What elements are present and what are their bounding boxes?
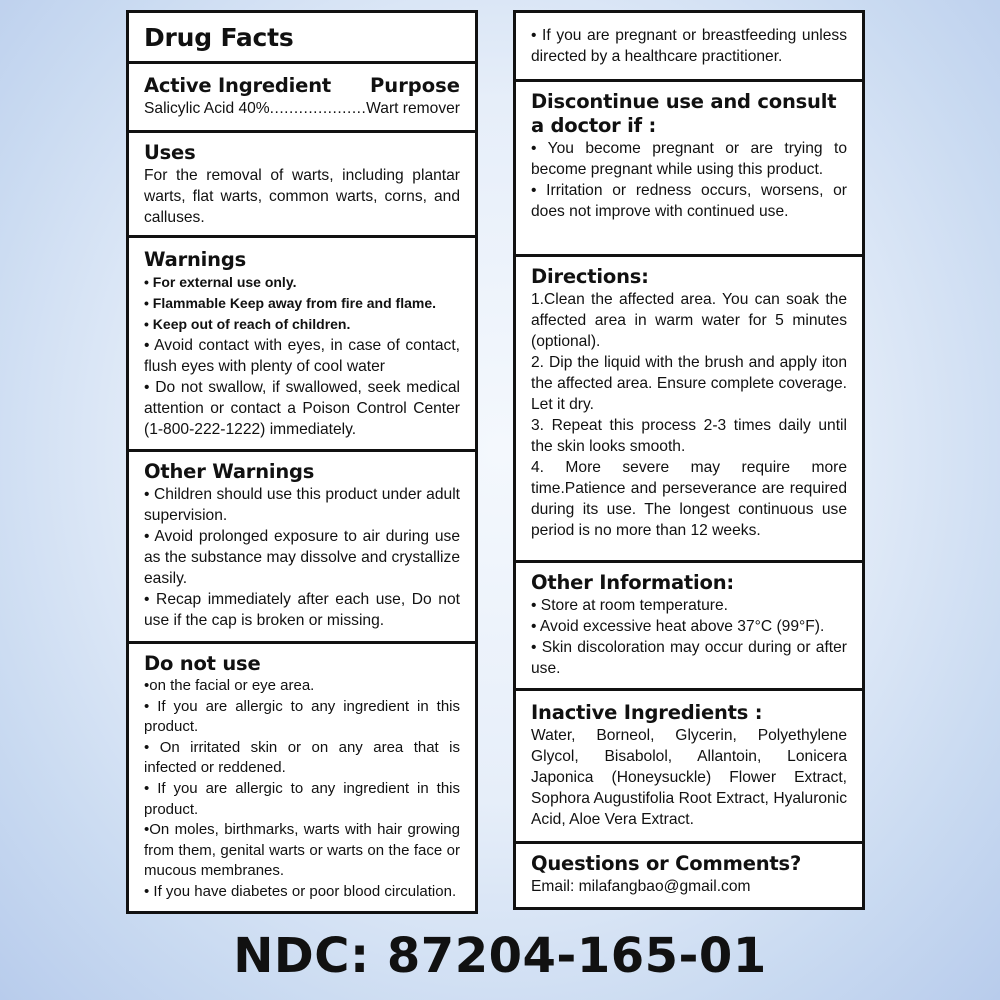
warning-item: • Do not swallow, if swallowed, seek medical attention or contact a Poison Control Center (1-800-222-1222) immediately.: [144, 379, 460, 438]
discontinue-item: • You become pregnant or are trying to become pregnant while using this product.: [531, 140, 847, 178]
ingredient-name: Salicylic Acid 40%: [144, 100, 270, 117]
other-information-item: • Skin discoloration may occur during or after use.: [531, 639, 847, 677]
uses-section: [129, 133, 475, 238]
do-not-use-item: • On irritated skin or on any area that is infected or reddened.: [144, 738, 460, 777]
other-information-item: • Store at room temperature.: [531, 597, 729, 614]
direction-step: 1.Clean the affected area. You can soak the affected area in warm water for 5 minutes (optional).: [531, 291, 847, 350]
direction-step: 4. More severe may require more time.Patience and perseverance are required during its use. The longest continuous use period is no more than 12 weeks.: [531, 459, 847, 539]
do-not-use-item: • If you are allergic to any ingredient in this product.: [144, 697, 460, 736]
warnings-section: [129, 238, 475, 452]
warnings-heading: Warnings: [144, 248, 247, 271]
other-warnings-heading: Other Warnings: [144, 460, 315, 483]
other-warning-item: • Avoid prolonged exposure to air during use as the substance may dissolve and crystallize easily.: [144, 528, 460, 587]
other-warnings-list: [144, 484, 460, 631]
warning-item: • Avoid contact with eyes, in case of contact, flush eyes with plenty of cool water: [144, 337, 460, 375]
do-not-use-section: [129, 644, 475, 911]
directions-list: [531, 289, 847, 541]
active-ingredient-heading: Active Ingredient: [144, 74, 331, 97]
discontinue-heading: Discontinue use and consult a doctor if :: [531, 90, 837, 137]
questions-heading: Questions or Comments?: [531, 852, 802, 875]
inactive-ingredients-text: Water, Borneol, Glycerin, Polyethylene Glycol, Bisabolol, Allantoin, Lonicera Japonica (Honeysuckle) Flower Extract, Sophora Augustifolia Root Extract, Hyaluronic Acid, Aloe Vera Extract.: [531, 727, 847, 828]
directions-section: [516, 257, 862, 563]
warnings-list: [144, 272, 460, 440]
direction-step: 3. Repeat this process 2-3 times daily until the skin looks smooth.: [531, 417, 847, 455]
warning-item: • Flammable Keep away from fire and flame.: [144, 295, 436, 311]
drug-facts-left-column: [126, 10, 478, 914]
contact-email: Email: milafangbao@gmail.com: [531, 878, 751, 895]
do-not-use-list: [144, 676, 460, 903]
do-not-use-heading: Do not use: [144, 652, 261, 675]
purpose-heading: Purpose: [370, 74, 460, 97]
discontinue-item: • Irritation or redness occurs, worsens, or does not improve with continued use.: [531, 182, 847, 220]
ndc-number: NDC: 87204-165-01: [233, 928, 767, 984]
directions-heading: Directions:: [531, 265, 649, 288]
discontinue-list: [531, 138, 847, 222]
active-ingredient-header-row: [144, 74, 460, 98]
do-not-use-item: • If you are allergic to any ingredient in this product.: [144, 779, 460, 818]
questions-section: [516, 844, 862, 907]
other-information-item: • Avoid excessive heat above 37°C (99°F).: [531, 618, 825, 635]
dot-leader: [270, 98, 366, 119]
other-warning-item: • Recap immediately after each use, Do not use if the cap is broken or missing.: [144, 591, 460, 629]
uses-heading: Uses: [144, 141, 196, 164]
discontinue-section: [516, 82, 862, 257]
do-not-use-item: • If you have diabetes or poor blood circulation.: [144, 882, 457, 900]
other-information-list: [531, 595, 847, 679]
other-warnings-section: [129, 452, 475, 644]
pregnant-note: • If you are pregnant or breastfeeding unless directed by a healthcare practitioner.: [531, 27, 847, 65]
uses-text: For the removal of warts, including plantar warts, flat warts, common warts, corns, and calluses.: [144, 167, 460, 226]
ingredient-purpose: Wart remover: [366, 100, 460, 117]
other-warning-item: • Children should use this product under adult supervision.: [144, 486, 460, 524]
drug-facts-header: [129, 13, 475, 64]
pregnant-note-section: [516, 13, 862, 82]
active-ingredient-row: [144, 98, 460, 119]
drug-facts-title: Drug Facts: [144, 23, 294, 52]
do-not-use-item: •on the facial or eye area.: [144, 677, 315, 694]
inactive-ingredients-heading: Inactive Ingredients :: [531, 701, 763, 724]
other-information-section: [516, 563, 862, 691]
inactive-ingredients-section: [516, 691, 862, 844]
drug-facts-right-column: [513, 10, 865, 910]
direction-step: 2. Dip the liquid with the brush and apply iton the affected area. Ensure complete coverage. Let it dry.: [531, 354, 847, 413]
warning-item: • Keep out of reach of children.: [144, 316, 351, 332]
active-ingredient-section: [129, 64, 475, 133]
do-not-use-item: •On moles, birthmarks, warts with hair growing from them, genital warts or warts on the face or mucous membranes.: [144, 821, 460, 880]
warning-item: • For external use only.: [144, 274, 297, 290]
other-information-heading: Other Information:: [531, 571, 735, 594]
